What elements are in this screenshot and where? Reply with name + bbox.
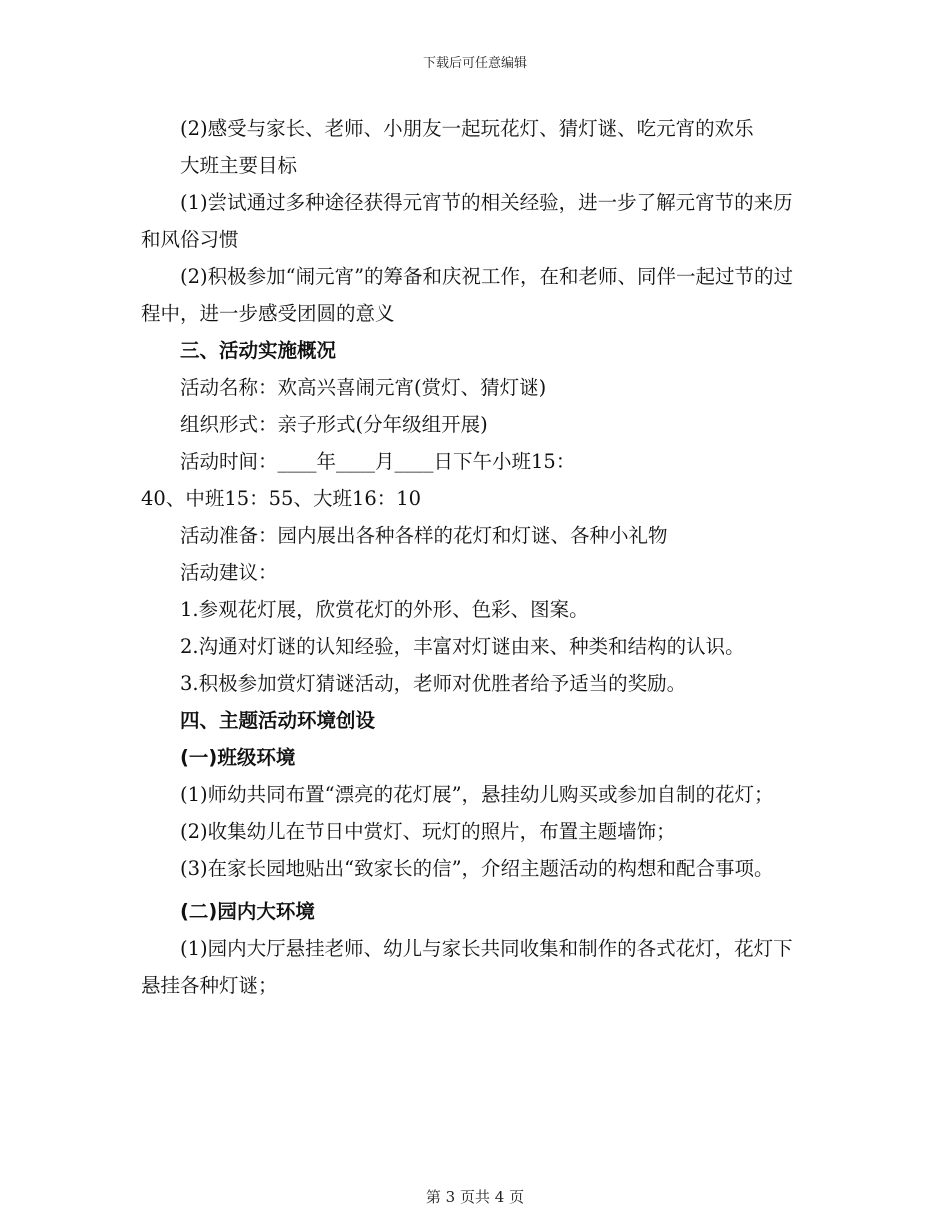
class-env-item-2: (2)收集幼儿在节日中赏灯、玩灯的照片，布置主题墙饰； (180, 820, 676, 843)
organization-form: 组织形式：亲子形式(分年级组开展) (180, 413, 488, 436)
activity-name: 活动名称：欢高兴喜闹元宵(赏灯、猜灯谜) (180, 376, 547, 399)
suggestion-item-3: 3.积极参加赏灯猜谜活动，老师对优胜者给予适当的奖励。 (180, 672, 687, 695)
section-heading-4: 四、主题活动环境创设 (180, 709, 376, 732)
class-env-item-1: (1)师幼共同布置“漂亮的花灯展”，悬挂幼儿购买或参加自制的花灯； (180, 783, 774, 806)
activity-suggestion-label: 活动建议： (180, 561, 278, 584)
document-body (141, 110, 809, 1004)
page-footer-number: 第 3 页共 4 页 (425, 1188, 525, 1206)
suggestion-item-2: 2.沟通对灯谜的认知经验，丰富对灯谜由来、种类和结构的认识。 (180, 635, 745, 658)
suggestion-item-1: 1.参观花灯展，欣赏花灯的外形、色彩、图案。 (180, 598, 589, 621)
activity-time: 活动时间：____年____月____日下午小班15： (180, 450, 576, 473)
section-heading-3: 三、活动实施概况 (180, 339, 337, 362)
paragraph-3: (1)尝试通过多种途径获得元宵节的相关经验，进一步了解元宵节的来历和风俗习惯 (141, 191, 793, 251)
paragraph-1: (2)感受与家长、老师、小朋友一起玩花灯、猜灯谜、吃元宵的欢乐 (180, 117, 754, 140)
subheading-campus-environment: (二)园内大环境 (180, 900, 315, 923)
subheading-class-environment: (一)班级环境 (180, 746, 296, 769)
activity-time-cont: 40、中班15：55、大班16：10 (141, 487, 422, 510)
paragraph-2: 大班主要目标 (180, 154, 298, 177)
class-env-item-3: (3)在家长园地贴出“致家长的信”，介绍主题活动的构想和配合事项。 (180, 857, 774, 880)
page-header-note: 下载后可任意编辑 (422, 56, 527, 71)
campus-env-item-1: (1)园内大厅悬挂老师、幼儿与家长共同收集和制作的各式花灯，花灯下悬挂各种灯谜； (141, 937, 793, 997)
paragraph-4: (2)积极参加“闹元宵”的筹备和庆祝工作，在和老师、同伴一起过节的过程中，进一步感受团圆的意义 (141, 265, 794, 325)
activity-preparation: 活动准备：园内展出各种各样的花灯和灯谜、各种小礼物 (180, 524, 668, 547)
